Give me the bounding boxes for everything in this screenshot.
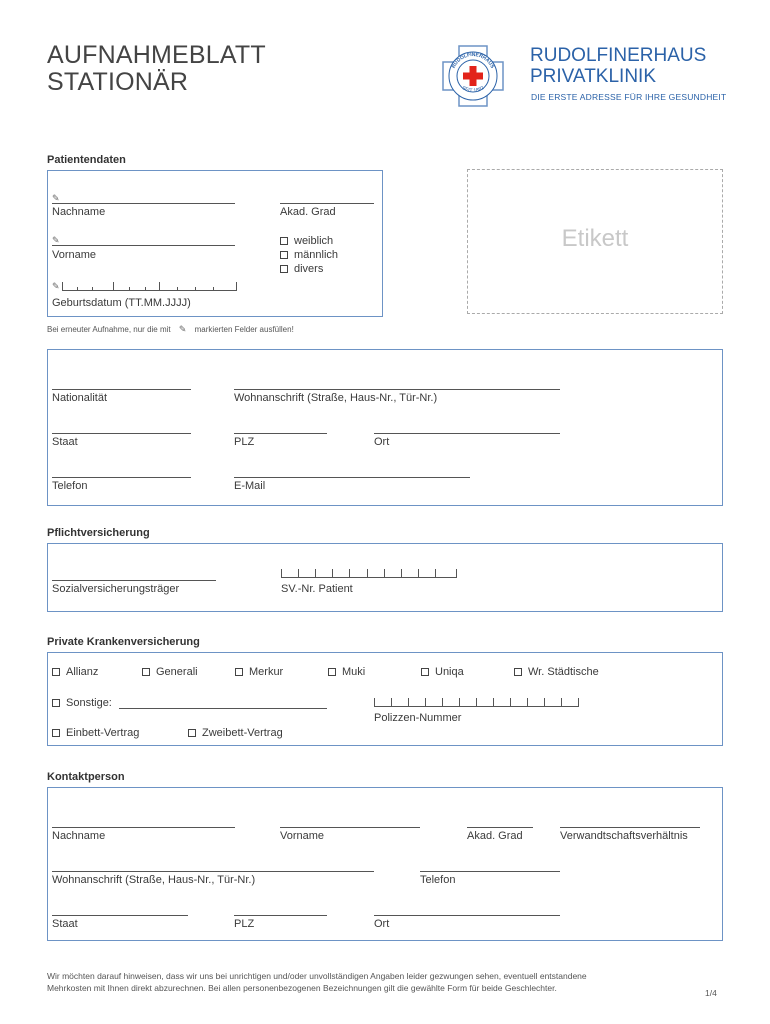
ort-field[interactable]	[374, 433, 560, 434]
kontakt-telefon-field[interactable]	[420, 871, 560, 872]
wohnanschrift-label: Wohnanschrift (Straße, Haus-Nr., Tür-Nr.)	[234, 392, 438, 404]
reentry-note-suffix: markierten Felder ausfüllen!	[194, 325, 294, 334]
staat-field[interactable]	[52, 433, 191, 434]
kontakt-ort-field[interactable]	[374, 915, 560, 916]
nationalitaet-label: Nationalität	[52, 392, 108, 404]
brand-name-line-2: PRIVATKLINIK	[530, 66, 656, 87]
telefon-label: Telefon	[52, 480, 88, 492]
section-heading-kontakt: Kontaktperson	[47, 771, 125, 783]
merkur-checkbox[interactable]	[235, 666, 283, 678]
kontakt-akad-grad-label: Akad. Grad	[467, 830, 523, 842]
kontakt-vorname-field[interactable]	[280, 827, 420, 828]
kontakt-wohnanschrift-label: Wohnanschrift (Straße, Haus-Nr., Tür-Nr.)	[52, 874, 256, 886]
checkbox-icon	[235, 668, 243, 676]
kontakt-akad-grad-field[interactable]	[467, 827, 533, 828]
uniqa-label: Uniqa	[435, 666, 464, 678]
checkbox-icon	[280, 265, 288, 273]
svnr-label: SV.-Nr. Patient	[281, 583, 353, 595]
geburtsdatum-field[interactable]	[62, 282, 237, 291]
wohnanschrift-field[interactable]	[234, 389, 560, 390]
address-box	[47, 349, 723, 506]
etikett-placeholder: Etikett	[561, 225, 629, 252]
divers-checkbox[interactable]	[280, 263, 323, 275]
traeger-label: Sozialversicherungsträger	[52, 583, 180, 595]
zweibett-checkbox[interactable]	[188, 727, 283, 739]
muki-label: Muki	[342, 666, 366, 678]
wr-staedtische-label: Wr. Städtische	[528, 666, 599, 678]
nachname-label: Nachname	[52, 206, 106, 218]
kontakt-staat-label: Staat	[52, 918, 78, 930]
zweibett-label: Zweibett-Vertrag	[202, 727, 283, 739]
checkbox-icon	[328, 668, 336, 676]
traeger-field[interactable]	[52, 580, 216, 581]
email-field[interactable]	[234, 477, 470, 478]
merkur-label: Merkur	[249, 666, 284, 678]
clinic-seal-icon	[441, 44, 505, 108]
footer-line-2: Mehrkosten mit Ihnen direkt abzurechnen. Bei allen personenbezogenen Bezeichnungen gilt die gewählte Form für beide Geschlechter.	[47, 983, 557, 993]
brand-name-line-1: RUDOLFINERHAUS	[530, 45, 707, 66]
etikett-area	[467, 169, 723, 314]
reentry-note	[47, 324, 294, 335]
page-number: 1/4	[705, 988, 717, 998]
sonstige-label: Sonstige:	[66, 697, 112, 709]
allianz-checkbox[interactable]	[52, 666, 98, 678]
ort-label: Ort	[374, 436, 390, 448]
section-heading-pflicht: Pflichtversicherung	[47, 527, 150, 539]
polizzen-label: Polizzen-Nummer	[374, 712, 462, 724]
brand-tagline: DIE ERSTE ADRESSE FÜR IHRE GESUNDHEIT	[531, 92, 727, 102]
geburtsdatum-label: Geburtsdatum (TT.MM.JJJJ)	[52, 297, 191, 309]
section-heading-patient: Patientendaten	[47, 154, 126, 166]
reentry-note-prefix: Bei erneuter Aufnahme, nur die mit	[47, 325, 171, 334]
wr-staedtische-checkbox[interactable]	[514, 666, 599, 678]
telefon-field[interactable]	[52, 477, 191, 478]
nationalitaet-field[interactable]	[52, 389, 191, 390]
generali-label: Generali	[156, 666, 198, 678]
einbett-checkbox[interactable]	[52, 727, 139, 739]
checkbox-icon	[421, 668, 429, 676]
footer-disclaimer	[47, 970, 707, 994]
einbett-label: Einbett-Vertrag	[66, 727, 140, 739]
kontakt-nachname-label: Nachname	[52, 830, 106, 842]
checkbox-icon	[52, 699, 60, 707]
vorname-label: Vorname	[52, 249, 97, 261]
akad-grad-field[interactable]	[280, 203, 374, 204]
maennlich-label: männlich	[294, 249, 339, 261]
divers-label: divers	[294, 263, 324, 275]
clinic-logo	[441, 44, 505, 108]
kontakt-plz-label: PLZ	[234, 918, 255, 930]
muki-checkbox[interactable]	[328, 666, 365, 678]
section-heading-privat: Private Krankenversicherung	[47, 636, 200, 648]
checkbox-icon	[142, 668, 150, 676]
kontakt-plz-field[interactable]	[234, 915, 327, 916]
pencil-icon: ✎	[178, 324, 187, 334]
email-label: E-Mail	[234, 480, 266, 492]
form-title	[47, 42, 266, 96]
pencil-icon: ✎	[52, 281, 60, 291]
kontakt-ort-label: Ort	[374, 918, 390, 930]
kontakt-nachname-field[interactable]	[52, 827, 235, 828]
weiblich-checkbox[interactable]	[280, 235, 333, 247]
seal-text-bottom: SEIT 1882	[460, 85, 486, 95]
pencil-icon: ✎	[52, 193, 60, 203]
vorname-field[interactable]	[52, 245, 235, 246]
staat-label: Staat	[52, 436, 78, 448]
nachname-field[interactable]	[52, 203, 235, 204]
kontakt-telefon-label: Telefon	[420, 874, 456, 886]
sonstige-checkbox[interactable]	[52, 697, 112, 709]
maennlich-checkbox[interactable]	[280, 249, 338, 261]
uniqa-checkbox[interactable]	[421, 666, 464, 678]
seal-text-top: RUDOLFINERHAUS	[450, 51, 496, 70]
footer-line-1: Wir möchten darauf hinweisen, dass wir uns bei unrichtigen und/oder unvollständigen Angaben leider gezwungen sehen, eventuell entstandene	[47, 971, 587, 981]
checkbox-icon	[280, 237, 288, 245]
kontakt-staat-field[interactable]	[52, 915, 188, 916]
verwandt-label: Verwandtschaftsverhältnis	[560, 830, 688, 842]
sonstige-field[interactable]	[119, 708, 327, 709]
kontakt-wohnanschrift-field[interactable]	[52, 871, 374, 872]
weiblich-label: weiblich	[294, 235, 334, 247]
checkbox-icon	[52, 729, 60, 737]
allianz-label: Allianz	[66, 666, 99, 678]
checkbox-icon	[280, 251, 288, 259]
checkbox-icon	[188, 729, 196, 737]
verwandt-field[interactable]	[560, 827, 700, 828]
svnr-field[interactable]	[281, 569, 457, 578]
pencil-icon: ✎	[52, 235, 60, 245]
plz-field[interactable]	[234, 433, 327, 434]
polizzen-field[interactable]	[374, 698, 579, 707]
checkbox-icon	[514, 668, 522, 676]
generali-checkbox[interactable]	[142, 666, 198, 678]
title-line-2: STATIONÄR	[47, 68, 189, 96]
akad-grad-label: Akad. Grad	[280, 206, 336, 218]
kontakt-vorname-label: Vorname	[280, 830, 325, 842]
checkbox-icon	[52, 668, 60, 676]
plz-label: PLZ	[234, 436, 255, 448]
title-line-1: AUFNAHMEBLATT	[47, 41, 266, 69]
